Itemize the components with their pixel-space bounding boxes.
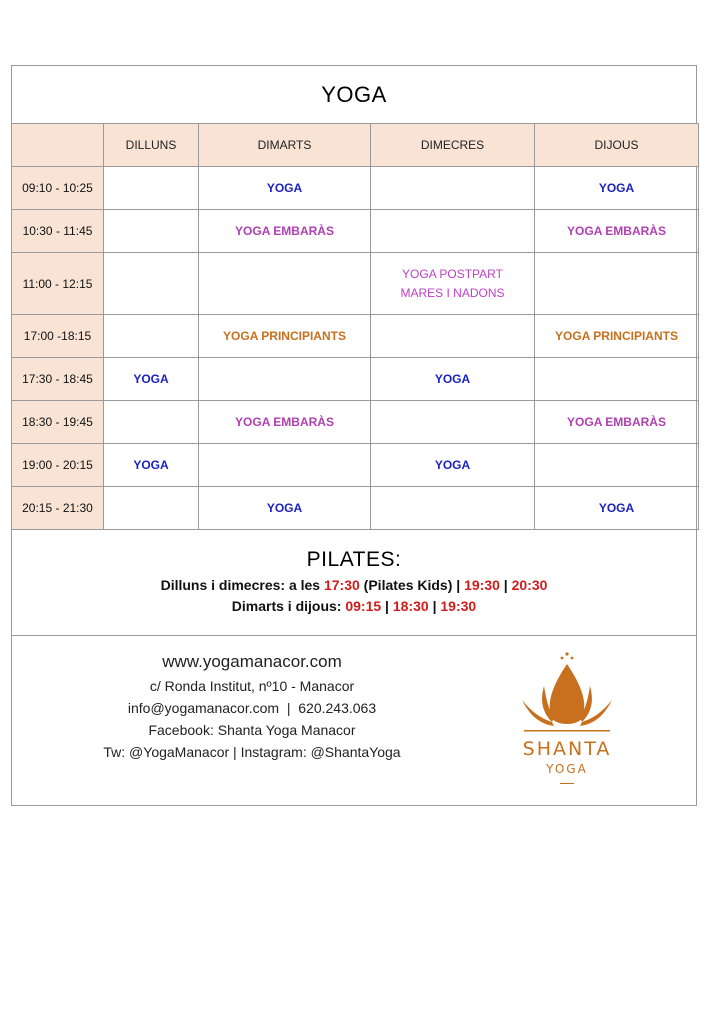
class-cell xyxy=(371,401,535,444)
schedule-table xyxy=(11,123,699,530)
page-title: YOGA xyxy=(12,66,696,124)
table-row xyxy=(12,210,699,253)
day-header: DIJOUS xyxy=(535,124,699,167)
class-cell: YOGA xyxy=(371,444,535,487)
pilates-time: 19:30 xyxy=(464,577,500,593)
pilates-section xyxy=(12,532,696,636)
class-cell xyxy=(104,315,199,358)
day-header: DILLUNS xyxy=(104,124,199,167)
class-cell: YOGA xyxy=(535,167,699,210)
time-cell: 19:00 - 20:15 xyxy=(12,444,104,487)
table-row xyxy=(12,487,699,530)
class-cell xyxy=(535,253,699,315)
class-cell xyxy=(371,167,535,210)
class-cell xyxy=(199,444,371,487)
class-cell: YOGA EMBARÀS xyxy=(535,210,699,253)
email-phone: info@yogamanacor.com | 620.243.063 xyxy=(127,700,377,716)
time-cell: 18:30 - 19:45 xyxy=(12,401,104,444)
time-cell: 20:15 - 21:30 xyxy=(12,487,104,530)
class-cell: YOGA xyxy=(199,167,371,210)
facebook: Facebook: Shanta Yoga Manacor xyxy=(148,722,356,738)
class-cell: YOGA PRINCIPIANTS xyxy=(535,315,699,358)
class-cell: YOGA EMBARÀS xyxy=(535,401,699,444)
logo-sub: YOGA xyxy=(546,762,588,776)
time-cell: 11:00 - 12:15 xyxy=(12,253,104,315)
class-cell: YOGA EMBARÀS xyxy=(199,401,371,444)
shanta-logo xyxy=(502,646,632,796)
pilates-time: 19:30 xyxy=(440,598,477,614)
class-cell xyxy=(535,444,699,487)
pilates-time: 17:30 xyxy=(323,577,360,593)
table-row xyxy=(12,444,699,487)
class-cell xyxy=(104,167,199,210)
social-handles: Tw: @YogaManacor | Instagram: @ShantaYoga xyxy=(103,744,401,760)
table-row xyxy=(12,253,699,315)
class-cell xyxy=(104,210,199,253)
table-row xyxy=(12,401,699,444)
time-cell: 17:30 - 18:45 xyxy=(12,358,104,401)
day-header: DIMECRES xyxy=(371,124,535,167)
lotus-icon xyxy=(502,646,632,738)
table-row xyxy=(12,167,699,210)
class-cell xyxy=(104,487,199,530)
table-row xyxy=(12,315,699,358)
class-cell: YOGA EMBARÀS xyxy=(199,210,371,253)
pilates-time: 09:15 xyxy=(345,598,382,614)
class-cell xyxy=(371,210,535,253)
time-cell: 17:00 -18:15 xyxy=(12,315,104,358)
pilates-text: | xyxy=(381,598,393,614)
pilates-title: PILATES: xyxy=(306,548,402,571)
class-cell xyxy=(104,401,199,444)
class-cell xyxy=(199,253,371,315)
class-cell: YOGA xyxy=(104,444,199,487)
pilates-time: 20:30 xyxy=(511,577,548,593)
time-cell: 09:10 - 10:25 xyxy=(12,167,104,210)
time-cell: 10:30 - 11:45 xyxy=(12,210,104,253)
class-cell xyxy=(371,315,535,358)
pilates-text: Dimarts i dijous: xyxy=(231,598,346,614)
contact-section xyxy=(12,636,492,760)
class-cell: YOGA xyxy=(371,358,535,401)
class-cell xyxy=(199,358,371,401)
class-cell xyxy=(371,253,535,315)
logo-name: SHANTA xyxy=(522,738,612,760)
pilates-text: Dilluns i dimecres: a les xyxy=(160,577,324,593)
schedule-sheet xyxy=(11,65,697,806)
pilates-line-1 xyxy=(12,577,696,593)
class-cell xyxy=(535,358,699,401)
table-row xyxy=(12,358,699,401)
pilates-text: (Pilates Kids) | xyxy=(359,577,465,593)
class-cell: YOGA xyxy=(199,487,371,530)
class-cell xyxy=(104,253,199,315)
corner-cell xyxy=(12,124,104,167)
pilates-text: | xyxy=(428,598,441,614)
pilates-time: 18:30 xyxy=(392,598,429,614)
day-header: DIMARTS xyxy=(199,124,371,167)
logo-dash xyxy=(560,783,574,784)
class-cell: YOGA PRINCIPIANTS xyxy=(199,315,371,358)
postpart-label: YOGA POSTPART MARES I NADONS xyxy=(400,266,505,300)
class-cell xyxy=(371,487,535,530)
address: c/ Ronda Institut, nº10 - Manacor xyxy=(149,678,355,694)
website-link[interactable]: www.yogamanacor.com xyxy=(162,652,342,671)
class-cell: YOGA xyxy=(535,487,699,530)
pilates-text: | xyxy=(499,577,512,593)
class-cell: YOGA xyxy=(104,358,199,401)
pilates-line-2 xyxy=(12,598,696,614)
